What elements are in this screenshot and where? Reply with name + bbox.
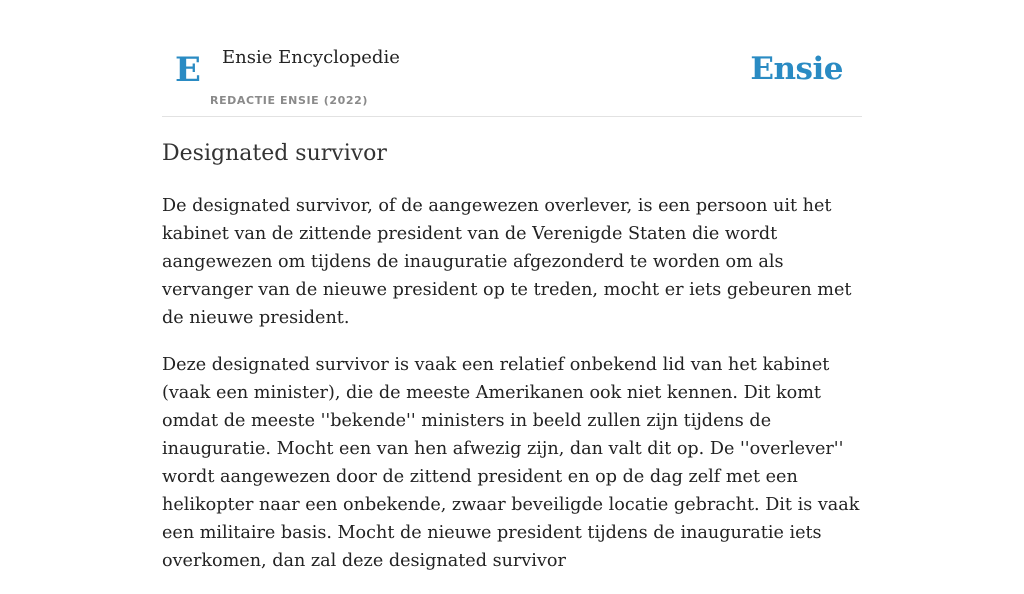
ensie-logo-icon: E	[175, 50, 201, 90]
source-meta: REDACTIE ENSIE (2022)	[210, 94, 368, 107]
article-body	[162, 192, 868, 594]
article-title: Designated survivor	[162, 141, 387, 166]
source-header	[162, 0, 862, 117]
article-paragraph: Deze designated survivor is vaak een relatief onbekend lid van het kabinet (vaak een minister), die de meeste Amerikanen ook niet kennen. Dit komt omdat de meeste ''bekende'' ministers in beeld zullen zijn tijdens de inauguratie. Mocht een van hen afwezig zijn, dan valt dit op. De ''overlever'' wordt aangewezen door de zittend president en op de dag zelf met een helikopter naar een onbekende, zwaar beveiligde locatie gebracht. Dit is vaak een militaire basis. Mocht de nieuwe president tijdens de inauguratie iets overkomen, dan zal deze designated survivor	[162, 355, 860, 571]
brand-logo[interactable]: Ensie	[750, 51, 843, 87]
source-title[interactable]: Ensie Encyclopedie	[222, 47, 400, 68]
article-paragraph: De designated survivor, of de aangewezen overlever, is een persoon uit het kabinet van de zittende president van de Verenigde Staten die wordt aangewezen om tijdens de inauguratie afgezonderd te worden om als vervanger van de nieuwe president op te treden, mocht er iets gebeuren met de nieuwe president.	[162, 196, 852, 328]
